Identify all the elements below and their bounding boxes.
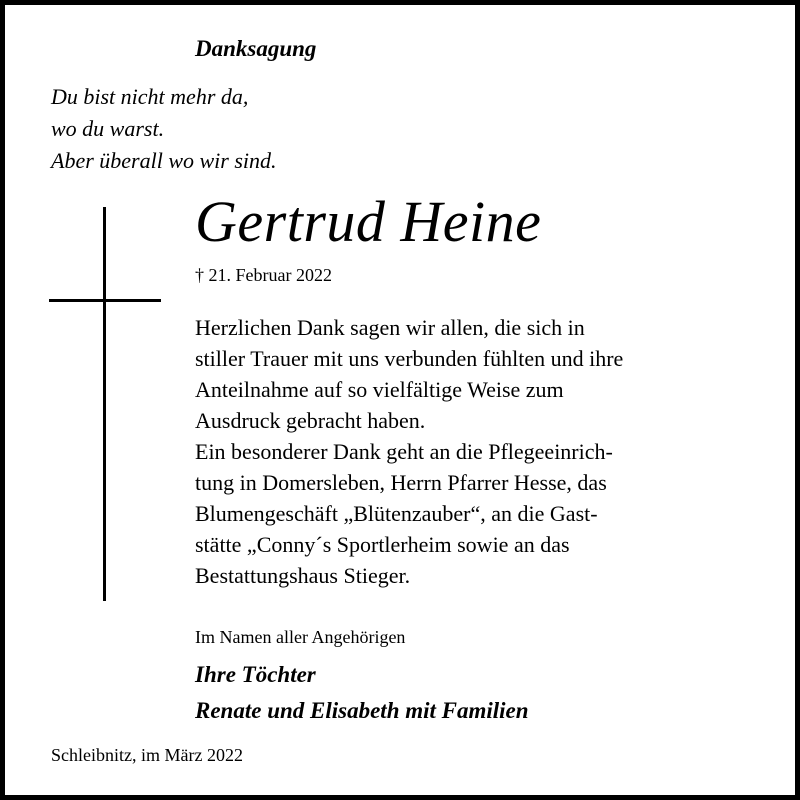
motto-line: wo du warst. — [51, 116, 165, 141]
signature-block — [195, 657, 529, 729]
paragraph-line: Blumengeschäft „Blütenzauber“, an die Gast- — [195, 501, 598, 526]
motto-line: Aber überall wo wir sind. — [51, 148, 277, 173]
paragraph-line: Ausdruck gebracht haben. — [195, 408, 426, 433]
deceased-name: Gertrud Heine — [195, 189, 542, 254]
motto-line: Du bist nicht mehr da, — [51, 84, 249, 109]
paragraph-line: Ein besonderer Dank geht an die Pflegeeinrich- — [195, 439, 613, 464]
cross-icon — [49, 207, 161, 601]
thanks-paragraph — [195, 312, 623, 591]
paragraph-line: stiller Trauer mit uns verbunden fühlten und ihre — [195, 346, 624, 371]
place-and-date: Schleibnitz, im März 2022 — [51, 745, 243, 765]
signature-line: Renate und Elisabeth mit Familien — [195, 698, 529, 723]
paragraph-line: Anteilnahme auf so vielfältige Weise zum — [195, 377, 564, 402]
notice-heading: Danksagung — [195, 36, 317, 61]
motto-verse — [51, 81, 277, 177]
on-behalf-line: Im Namen aller Angehörigen — [195, 627, 406, 647]
paragraph-line: stätte „Conny´s Sportlerheim sowie an das — [195, 532, 570, 557]
paragraph-line: tung in Domersleben, Herrn Pfarrer Hesse, das — [195, 470, 607, 495]
paragraph-line: Herzlichen Dank sagen wir allen, die sich in — [195, 315, 585, 340]
death-date: † 21. Februar 2022 — [195, 265, 332, 285]
paragraph-line: Bestattungshaus Stieger. — [195, 563, 411, 588]
signature-line: Ihre Töchter — [195, 662, 316, 687]
